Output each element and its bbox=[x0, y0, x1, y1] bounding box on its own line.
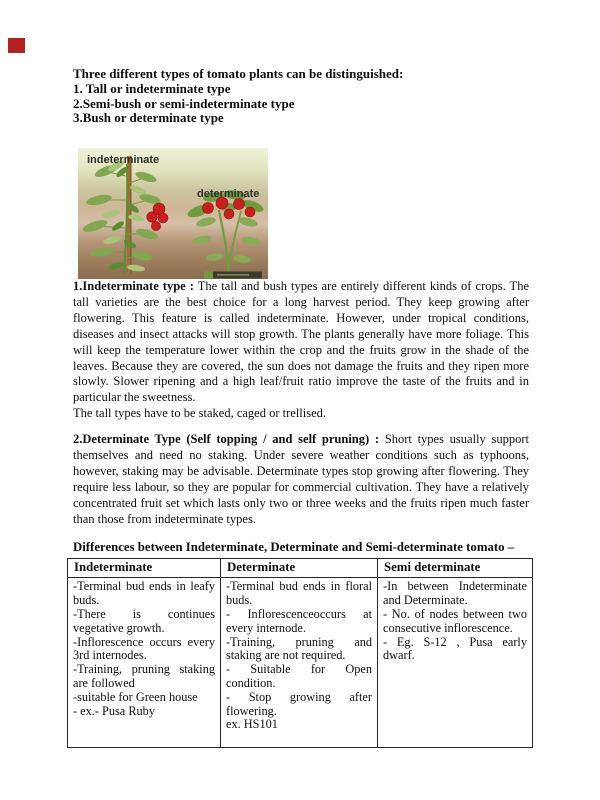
intro-title: Three different types of tomato plants can be distinguished: bbox=[73, 66, 404, 81]
header-indeterminate: Indeterminate bbox=[68, 558, 221, 578]
cell-line: -Inflorescence occurs every 3rd internodes. bbox=[73, 634, 215, 663]
paragraph-determinate bbox=[73, 432, 529, 527]
paragraph-2-lead: 2.Determinate Type (Self topping / and self pruning) : bbox=[73, 432, 380, 447]
cell-line: - Suitable for Open condition. bbox=[226, 662, 372, 690]
cell-line: ex. HS101 bbox=[226, 717, 278, 732]
intro-item-1: 1. Tall or indeterminate type bbox=[73, 80, 231, 96]
cell-semi-determinate bbox=[378, 578, 533, 748]
stake-shadow bbox=[131, 156, 132, 273]
header-semi-determinate: Semi determinate bbox=[378, 558, 533, 578]
tomato-types-figure bbox=[78, 148, 268, 279]
table-body-row bbox=[68, 578, 533, 748]
cell-line: -There is continues vegetative growth. bbox=[73, 607, 215, 635]
cell-line: - Stop growing after flowering. bbox=[226, 689, 372, 718]
cell-line: - ex.- Pusa Ruby bbox=[73, 703, 155, 718]
cell-line: -Terminal bud ends in floral buds. bbox=[226, 579, 372, 608]
cell-indeterminate bbox=[68, 578, 221, 748]
figure-watermark bbox=[204, 272, 262, 279]
cell-line: - Eg. S-12 , Pusa early dwarf. bbox=[383, 634, 527, 663]
intro-item-2: 2.Semi-bush or semi-indeterminate type bbox=[73, 95, 295, 111]
cell-line: - No. of nodes between two consecutive inflorescence. bbox=[383, 607, 527, 635]
figure-label-determinate: determinate bbox=[197, 188, 260, 200]
cell-determinate bbox=[221, 578, 378, 748]
paragraph-1-lead: 1.Indeterminate type : bbox=[73, 279, 194, 293]
figure-label-indeterminate: indeterminate bbox=[87, 154, 160, 166]
paragraph-1-body: The tall and bush types are entirely different kinds of crops. The tall varieties are the best choice for a long harvest period. They keep growing after flowering. This feature is called indeterminate. However, under tropical conditions, diseases and insect attacks will stop growth. The plants generally have more foliage. This will keep the temperature lower within the crop and the fruits grow in the shade of the leaves. Because they are covered, the sun does not damage the fruits and they ripen more slowly. Slower ripening and a high leaf/fruit ratio improve the taste of the fruits and in particular the sweetness. bbox=[73, 279, 529, 405]
comparison-table bbox=[67, 558, 533, 749]
table-caption: Differences between Indeterminate, Determinate and Semi-determinate tomato – bbox=[73, 539, 515, 554]
paragraph-indeterminate bbox=[73, 279, 529, 406]
header-determinate: Determinate bbox=[221, 558, 378, 578]
intro-item-3: 3.Bush or determinate type bbox=[73, 110, 224, 126]
paragraph-1-last-line: The tall types have to be staked, caged or trellised. bbox=[73, 406, 327, 421]
cell-line: -Terminal bud ends in leafy buds. bbox=[73, 579, 215, 608]
cell-line: -Training, pruning and staking are not required. bbox=[226, 634, 372, 663]
cell-line: -Training, pruning staking are followed bbox=[73, 662, 215, 690]
paragraph-2-body: Short types usually support themselves and need no staking. Under severe weather conditions such as typhoons, however, staking may be advisable. Determinate types stop growing after flowering. They require less labour, so they are popular for commercial cultivation. They have a relatively concentrated fruit set which lasts only two or three weeks and the fruits ripen much faster than those from indeterminate types. bbox=[73, 432, 529, 526]
cell-line: - Inflorescenceoccurs at every internode. bbox=[226, 607, 372, 635]
red-square-marker bbox=[8, 38, 25, 53]
body-text-column bbox=[73, 279, 529, 748]
cell-line: -In between Indeterminate and Determinate. bbox=[383, 579, 527, 608]
tomato-types-illustration bbox=[78, 148, 268, 279]
table-header-row bbox=[68, 558, 533, 578]
intro-block bbox=[73, 67, 539, 126]
cell-line: -suitable for Green house bbox=[73, 689, 198, 704]
